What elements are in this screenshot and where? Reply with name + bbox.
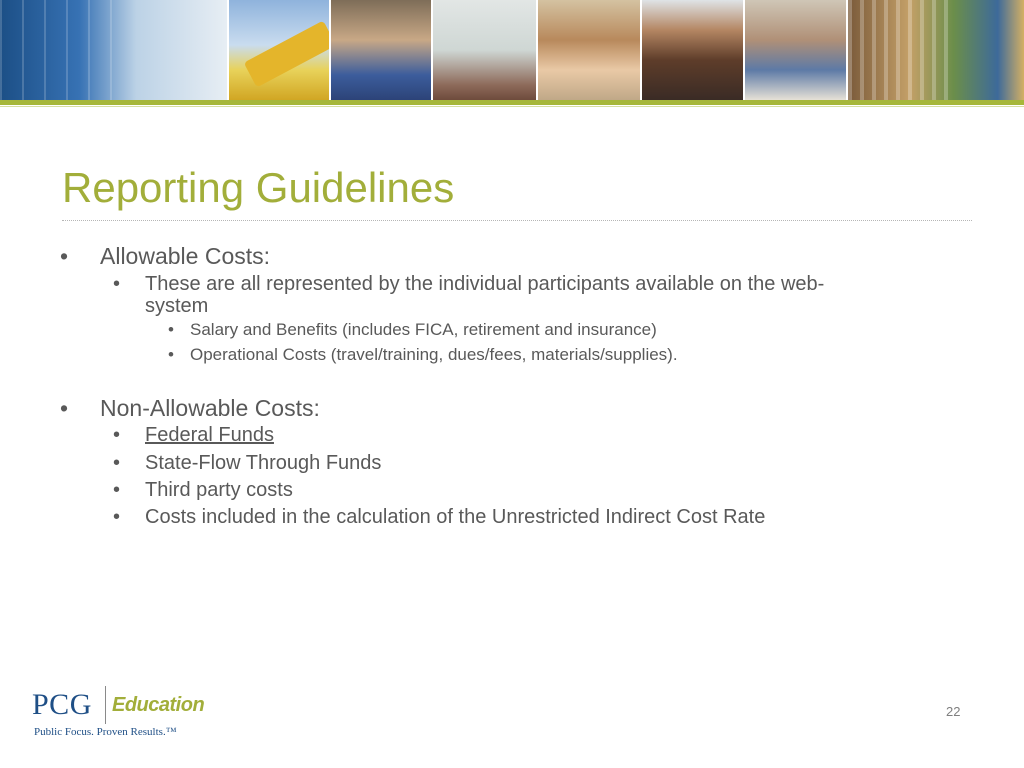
photo-banner [0,0,1024,100]
slide-title: Reporting Guidelines [62,164,455,211]
federal-funds-link[interactable]: Federal Funds [145,424,274,446]
logo-education-text: Education [112,694,205,716]
thin-divider [0,106,1024,107]
student-writing-photo [745,0,846,100]
bookshelf-globe-photo [848,0,1024,100]
list-item: Operational Costs (travel/training, dues/fees, materials/supplies). [190,345,678,364]
bullet: • [113,273,121,295]
logo-separator [105,686,106,724]
student-at-whiteboard-photo [433,0,535,100]
list-item: Costs included in the calculation of the Unrestricted Indirect Cost Rate [145,506,766,528]
bullet: • [168,320,174,339]
teacher-photo [331,0,431,100]
school-bus-sign-photo [229,0,329,100]
bullet: • [113,452,121,474]
title-underline [62,220,972,221]
bullet: • [60,395,69,421]
list-item: Salary and Benefits (includes FICA, retirement and insurance) [190,320,657,339]
pcg-education-logo [32,686,212,742]
allowable-description-line1: These are all represented by the individual participants available on the web- [145,273,825,295]
bullet: • [113,479,121,501]
bullet: • [113,424,121,446]
bullet: • [113,506,121,528]
logo-pcg-text: PCG [32,688,92,721]
bullet: • [60,243,69,269]
smiling-man-photo [642,0,742,100]
non-allowable-costs-heading: Non-Allowable Costs: [100,395,320,421]
allowable-costs-heading: Allowable Costs: [100,243,271,269]
list-item: Third party costs [145,479,293,501]
smiling-woman-photo [538,0,640,100]
allowable-description-line2: system [145,295,209,317]
bullet: • [168,345,174,364]
green-divider [0,100,1024,105]
page-number: 22 [946,704,961,719]
list-item: State-Flow Through Funds [145,452,382,474]
logo-tagline: Public Focus. Proven Results.™ [34,726,177,738]
school-hallway-photo [0,0,227,100]
